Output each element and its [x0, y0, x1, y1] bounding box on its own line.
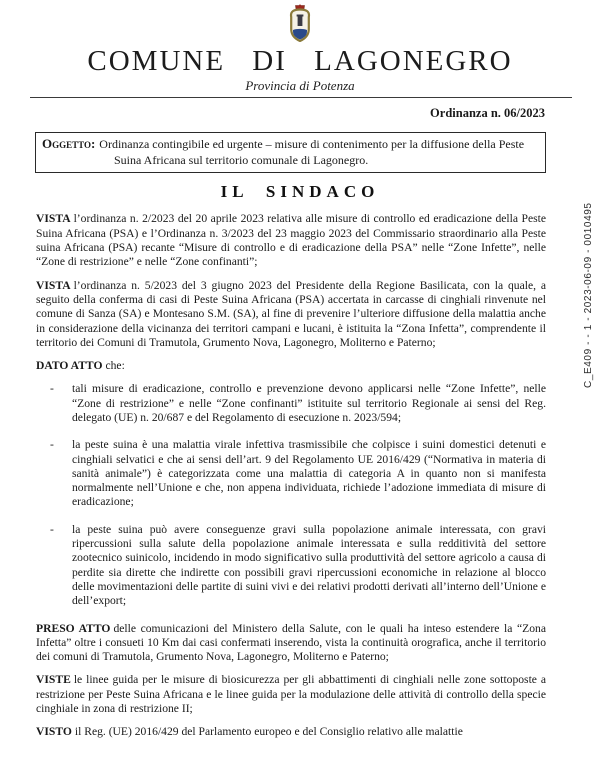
bullet-text: la peste suina può avere conseguenze gravi sulla popolazione animale interessata, con gravi ripercussioni sulla salute della popolazione animale interessata e sulla redditività del settore zootecnico suinicolo, incidendo in modo significativo sulla produttività del settore agricolo a causa di perdite sia dirette che indirette con possibili gravi ripercussioni economiche in relazione al blocco delle movimentazioni delle partite di suini vivi e dei relativi prodotti derivati all’interno dell’Unione e dell’export; — [72, 522, 546, 608]
paragraph-vista-2 — [36, 279, 546, 350]
document-header — [0, 0, 600, 94]
ordinance-number: Ordinanza n. 06/2023 — [430, 106, 545, 121]
municipal-coat-of-arms-icon — [287, 29, 313, 46]
bullet-dash: - — [50, 382, 54, 396]
paragraph-lead: VISTA — [36, 212, 71, 226]
subject-text — [42, 136, 537, 168]
paragraph-text: l’ordinanza n. 5/2023 del 3 giugno 2023 del Presidente della Regione Basilicata, con la quale, a seguito della conferma di casi di Peste Suina Africana (PSA) accertata in carcasse di cinghiali rinvenute nel comune di Sanza (SA) e Montesano S.M. (SA), al fine di prevenire l’ulteriore diffusione della malattia anche in considerazione della vicinanza dei territori campani e lucani, è istituita la “Zona Infetta”, comprendente il territorio dei Comuni di Tramutola, Grumento Nova, Lagonegro, Moliterno e Paterno; — [36, 278, 546, 349]
list-item — [48, 438, 546, 509]
paragraph-viste — [36, 673, 546, 716]
municipality-title: COMUNE DI LAGONEGRO — [87, 45, 513, 77]
paragraph-text: l’ordinanza n. 2/2023 del 20 aprile 2023 relativa alle misure di controllo ed eradicazione della Peste Suina Africana (PSA) e l’Ordinanza n. 3/2023 del 23 maggio 2023 del Commissario straordinario alla Peste suina Africana (PSA) recante “Misure di controllo e di eradicazione della PSA” nelle “Zone Infette”, nelle “Zone di restrizione” e nelle “Zone confinanti”; — [36, 212, 546, 269]
bullet-text: la peste suina è una malattia virale infettiva trasmissibile che colpisce i suini domestici detenuti e cinghiali selvatici e che ai sensi dell’art. 9 del Regolamento UE 2016/429 (“Normativa in materia di sanità animale”) è categorizzata come una malattia di categoria A in quanto non si manifesta normalmente nell’Unione e che, non appena individuata, richiede l’adozione immediata di misure di eradicazione; — [72, 438, 546, 509]
bullet-list — [36, 382, 546, 608]
paragraph-lead: VISTO — [36, 725, 72, 739]
bullet-dash: - — [50, 438, 54, 452]
paragraph-text: il Reg. (UE) 2016/429 del Parlamento europeo e del Consiglio relativo alle malattie — [74, 725, 463, 739]
subject-label: Oggetto: — [42, 136, 96, 152]
subject-body: Ordinanza contingibile ed urgente – misure di contenimento per la diffusione della Peste Suina Africana sul territorio comunale di Lagonegro. — [99, 137, 525, 168]
paragraph-lead: VISTA — [36, 278, 71, 292]
protocol-margin-code: C_E409 - - 1 - 2023-06-09 - 0010495 — [583, 202, 594, 388]
paragraph-dato-atto — [36, 359, 546, 373]
subject-box — [35, 132, 546, 173]
paragraph-visto — [36, 725, 546, 739]
paragraph-preso-atto — [36, 622, 546, 665]
paragraph-text: delle comunicazioni del Ministero della Salute, con le quali ha inteso estendere la “Zona Infetta” oltre i consueti 10 Km dai casi confermati inserendo, vista la continuità orografica, anche il territorio dei comuni di Tramutola, Grumento Nova, Lagonegro, Moliterno e Paterno; — [36, 621, 546, 664]
document-title-il-sindaco: IL SINDACO — [220, 182, 380, 202]
paragraph-vista-1 — [36, 212, 546, 269]
paragraph-lead: VISTE — [36, 673, 71, 687]
paragraph-text: le linee guida per le misure di biosicurezza per gli abbattimenti di cinghiali nelle zone sottoposte a restrizione per Peste Suina Africana e le linee guida per la modulazione delle attività di controllo della specie cinghiale in zona di restrizione II; — [36, 673, 546, 716]
list-item — [48, 382, 546, 425]
province-subtitle: Provincia di Potenza — [245, 78, 355, 94]
bullet-dash: - — [50, 522, 54, 536]
paragraph-lead: DATO ATTO — [36, 359, 103, 373]
paragraph-text: che: — [105, 359, 125, 373]
list-item — [48, 523, 546, 609]
header-divider — [30, 97, 572, 98]
crest-wrap — [0, 0, 600, 42]
paragraph-lead: PRESO ATTO — [36, 621, 111, 635]
document-body — [36, 212, 546, 739]
bullet-text: tali misure di eradicazione, controllo e prevenzione devono applicarsi nelle “Zone Infette”, nelle “Zone di restrizione” e nelle “Zone confinanti” istituite sul territorio Regionale ai sensi del Reg. delegato (UE) n. 20/687 e del Regolamento di esecuzione n. 2023/594; — [72, 382, 546, 424]
